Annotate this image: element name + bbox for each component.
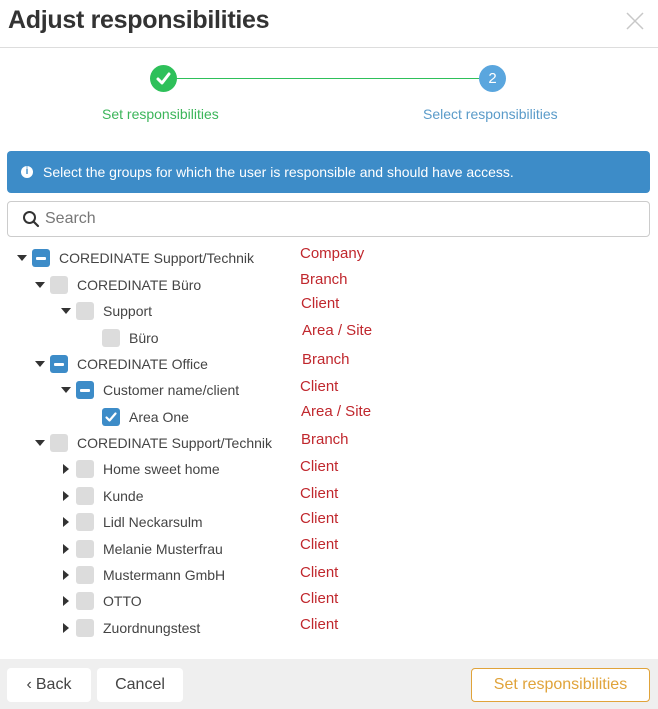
tree-row-label: Melanie Musterfrau	[103, 541, 223, 557]
level-type-annotation: Branch	[302, 351, 350, 368]
tree-row[interactable]	[60, 564, 225, 586]
level-type-annotation: Client	[300, 458, 339, 475]
level-type-annotation: Client	[300, 616, 339, 633]
level-type-annotation: Client	[300, 485, 339, 502]
level-type-annotation: Client	[300, 378, 339, 395]
tree-row[interactable]	[60, 617, 200, 639]
tree-row-label: Kunde	[103, 488, 144, 504]
tree-row-label: Mustermann GmbH	[103, 567, 226, 583]
checkbox-partial[interactable]	[32, 249, 50, 267]
tree-row-label: Home sweet home	[103, 461, 220, 477]
search-icon	[22, 210, 40, 228]
tree-row[interactable]	[60, 458, 220, 480]
checkbox-empty[interactable]	[76, 592, 94, 610]
cancel-button[interactable]: Cancel	[97, 668, 183, 702]
caret-down-icon[interactable]	[34, 279, 46, 291]
tree-row-label: Büro	[129, 330, 159, 346]
dialog-footer	[0, 659, 658, 709]
caret-right-icon[interactable]	[60, 569, 72, 581]
level-type-annotation: Area / Site	[301, 403, 372, 420]
info-banner	[7, 151, 650, 193]
back-label: Back	[35, 676, 72, 693]
caret-right-icon[interactable]	[60, 463, 72, 475]
step-1-label: Set responsibilities	[102, 106, 219, 122]
level-type-annotation: Client	[301, 295, 340, 312]
tree-row[interactable]	[60, 379, 239, 401]
tree-row-label: Lidl Neckarsulm	[103, 514, 203, 530]
level-type-annotation: Client	[300, 590, 339, 607]
check-icon	[104, 410, 118, 424]
tree-row[interactable]	[16, 247, 254, 269]
caret-down-icon[interactable]	[34, 437, 46, 449]
checkbox-empty[interactable]	[76, 513, 94, 531]
tree-row[interactable]	[60, 538, 223, 560]
checkbox-empty[interactable]	[76, 460, 94, 478]
caret-right-icon[interactable]	[60, 595, 72, 607]
caret-right-icon[interactable]	[60, 543, 72, 555]
tree-row[interactable]	[34, 432, 272, 454]
tree-row[interactable]	[60, 590, 142, 612]
check-icon	[150, 65, 177, 92]
stepper-connector	[176, 78, 482, 79]
checkbox-empty[interactable]	[50, 434, 68, 452]
tree-row-label: Zuordnungstest	[103, 620, 201, 636]
set-responsibilities-button[interactable]: Set responsibilities	[471, 668, 650, 702]
caret-spacer	[86, 411, 98, 423]
tree-row[interactable]	[60, 300, 152, 322]
level-type-annotation: Company	[300, 245, 365, 262]
checkbox-partial[interactable]	[50, 355, 68, 373]
caret-down-icon[interactable]	[60, 305, 72, 317]
checkbox-empty[interactable]	[50, 276, 68, 294]
checkbox-partial[interactable]	[76, 381, 94, 399]
checkbox-empty[interactable]	[76, 540, 94, 558]
tree-row[interactable]	[34, 274, 201, 296]
level-type-annotation: Area / Site	[302, 322, 373, 339]
step-1-indicator	[150, 65, 177, 92]
step-2-indicator: 2	[479, 65, 506, 92]
back-button[interactable]	[7, 668, 91, 702]
caret-down-icon[interactable]	[34, 358, 46, 370]
tree-row[interactable]	[86, 327, 159, 349]
level-type-annotation: Client	[300, 564, 339, 581]
level-type-annotation: Branch	[300, 271, 348, 288]
tree-row[interactable]	[34, 353, 208, 375]
chevron-left-icon: ‹	[26, 676, 32, 693]
info-text: Select the groups for which the user is responsible and should have access.	[43, 164, 514, 180]
level-type-annotation: Branch	[301, 431, 349, 448]
tree-row-label: OTTO	[103, 593, 142, 609]
tree-row-label: COREDINATE Büro	[77, 277, 202, 293]
caret-right-icon[interactable]	[60, 622, 72, 634]
caret-spacer	[86, 332, 98, 344]
close-icon[interactable]	[624, 10, 646, 32]
checkbox-empty[interactable]	[76, 302, 94, 320]
dialog-title: Adjust responsibilities	[8, 6, 270, 34]
tree-row[interactable]	[60, 511, 203, 533]
level-type-annotation: Client	[300, 510, 339, 527]
caret-down-icon[interactable]	[60, 384, 72, 396]
checkbox-empty[interactable]	[102, 329, 120, 347]
tree-row[interactable]	[60, 485, 143, 507]
caret-right-icon[interactable]	[60, 516, 72, 528]
caret-right-icon[interactable]	[60, 490, 72, 502]
tree-row-label: Customer name/client	[103, 382, 240, 398]
level-type-annotation: Client	[300, 536, 339, 553]
tree-row[interactable]	[86, 406, 189, 428]
step-2-label: Select responsibilities	[423, 106, 558, 122]
info-icon: i	[21, 166, 33, 178]
tree-row-label: Support	[103, 303, 153, 319]
search-box[interactable]	[7, 201, 650, 237]
dialog-header	[0, 0, 658, 48]
search-input[interactable]	[45, 210, 625, 228]
checkbox-empty[interactable]	[76, 566, 94, 584]
tree-row-label: Area One	[129, 409, 189, 425]
checkbox-empty[interactable]	[76, 619, 94, 637]
tree-row-label: COREDINATE Office	[77, 356, 208, 372]
checkbox-checked[interactable]	[102, 408, 120, 426]
tree-row-label: COREDINATE Support/Technik	[59, 250, 255, 266]
caret-down-icon[interactable]	[16, 252, 28, 264]
tree-row-label: COREDINATE Support/Technik	[77, 435, 273, 451]
checkbox-empty[interactable]	[76, 487, 94, 505]
